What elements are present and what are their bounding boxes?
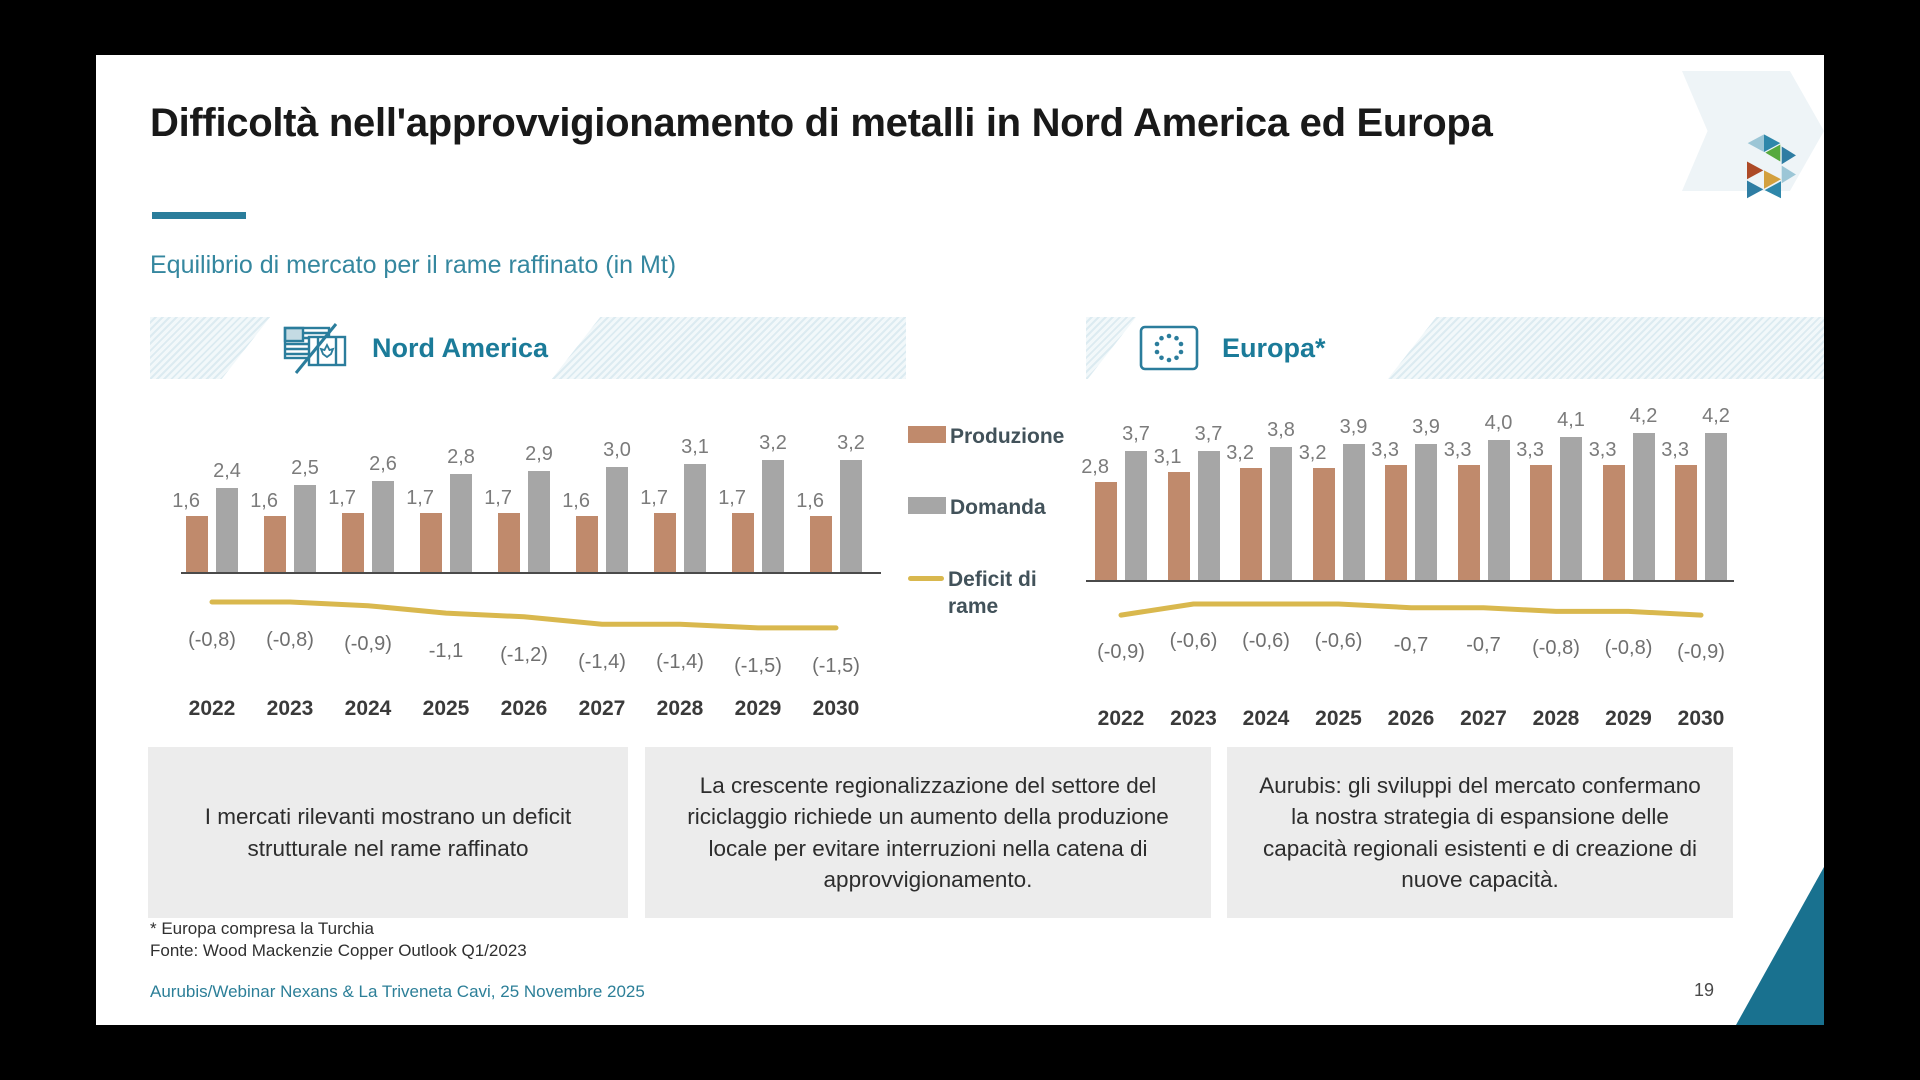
value-label-domanda: 4,0 (1484, 412, 1513, 434)
value-label-deficit: (-0,8) (1604, 637, 1653, 660)
bar-produzione (576, 516, 598, 572)
value-label-deficit: (-1,2) (500, 643, 548, 666)
chart-europa (1026, 385, 1824, 737)
year-label: 2029 (734, 697, 782, 720)
bar-produzione (1240, 468, 1262, 580)
bar-domanda (1415, 444, 1437, 581)
value-label-produzione: 1,6 (172, 490, 200, 512)
deficit-line-swatch (908, 576, 944, 581)
bar-produzione (1458, 465, 1480, 581)
value-label-domanda: 4,2 (1629, 405, 1658, 427)
callout-box-3 (1227, 747, 1733, 918)
value-label-deficit: (-0,6) (1169, 630, 1218, 652)
year-label: 2025 (422, 697, 470, 720)
value-label-produzione: 3,3 (1516, 438, 1544, 461)
corner-triangle-decoration (1736, 867, 1824, 1025)
bar-produzione (1603, 465, 1625, 581)
value-label-deficit: (-1,4) (656, 651, 704, 674)
year-label: 2029 (1605, 707, 1652, 730)
bar-produzione (1385, 465, 1407, 581)
eu-flag-icon (1138, 324, 1200, 372)
year-label: 2027 (578, 697, 626, 720)
value-label-produzione: 3,1 (1153, 445, 1182, 468)
bar-domanda (1343, 444, 1365, 581)
bar-produzione (1095, 482, 1117, 580)
aurubis-hexagon-logo (1730, 131, 1798, 207)
year-label: 2023 (266, 697, 314, 720)
value-label-domanda: 2,8 (447, 446, 475, 468)
region-label-nord-america: Nord America (372, 332, 549, 363)
value-label-domanda: 3,7 (1194, 422, 1223, 445)
value-label-produzione: 1,7 (406, 486, 434, 509)
bar-domanda (606, 467, 628, 572)
year-label: 2027 (1460, 707, 1507, 730)
value-label-domanda: 2,4 (213, 460, 241, 482)
legend-item-deficit (908, 566, 1058, 621)
domanda-swatch (908, 497, 946, 514)
chart-subtitle: Equilibrio di mercato per il rame raffinato (in Mt) (150, 251, 677, 279)
legend-label: Deficit di rame (948, 567, 1037, 618)
year-label: 2025 (1315, 707, 1362, 730)
value-label-domanda: 2,5 (291, 456, 319, 479)
year-label: 2023 (1170, 707, 1217, 730)
callout-box-1 (148, 747, 628, 918)
year-label: 2026 (1387, 707, 1435, 730)
value-label-deficit: (-1,4) (578, 651, 626, 674)
title-accent-bar (152, 212, 246, 219)
value-label-deficit: -1,1 (428, 640, 464, 663)
us-canada-flags-icon (282, 321, 350, 375)
year-label: 2024 (1242, 707, 1290, 730)
callout-box-2 (645, 747, 1211, 918)
region-band-europa (1086, 317, 1824, 379)
year-label: 2026 (500, 697, 548, 720)
footnote-source: Fonte: Wood Mackenzie Copper Outlook Q1/2023 (150, 941, 527, 960)
callout-text: Aurubis: gli sviluppi del mercato confermano la nostra strategia di espansione delle capacità regionali esistenti e di creazione di nuove capacità. (1259, 772, 1701, 892)
bar-produzione (498, 513, 520, 573)
bar-produzione (1168, 472, 1190, 581)
chart-nord-america (150, 385, 906, 737)
value-label-deficit: (-1,5) (812, 654, 860, 677)
value-label-deficit: (-1,5) (734, 654, 782, 677)
page-title: Difficoltà nell'approvvigionamento di metalli in Nord America ed Europa (150, 101, 1493, 145)
bar-domanda (762, 460, 784, 572)
bar-domanda (1198, 451, 1220, 581)
year-label: 2030 (812, 697, 860, 720)
value-label-domanda: 3,8 (1267, 419, 1295, 441)
value-label-produzione: 3,3 (1371, 438, 1399, 461)
legend-item-domanda (908, 494, 1058, 521)
value-label-domanda: 3,2 (759, 432, 787, 454)
value-label-deficit: (-0,8) (1532, 637, 1580, 660)
bar-domanda (684, 464, 706, 573)
value-label-deficit: (-0,6) (1314, 630, 1363, 652)
value-label-deficit: -0,7 (1393, 633, 1429, 656)
bar-produzione (654, 513, 676, 573)
value-label-deficit: (-0,8) (266, 629, 314, 651)
year-label: 2028 (1532, 707, 1580, 730)
value-label-domanda: 3,2 (837, 432, 865, 454)
year-label: 2022 (1097, 707, 1145, 730)
produzione-swatch (908, 426, 946, 443)
footer-credit: Aurubis/Webinar Nexans & La Triveneta Cavi, 25 Novembre 2025 (150, 982, 645, 1001)
legend-label: Domanda (950, 496, 1046, 520)
value-label-deficit: -0,7 (1466, 633, 1501, 656)
value-label-produzione: 1,7 (640, 486, 668, 509)
bar-produzione (1313, 468, 1335, 580)
value-label-produzione: 2,8 (1081, 456, 1109, 478)
page-number: 19 (1694, 980, 1715, 1000)
callout-text: I mercati rilevanti mostrano un deficit strutturale nel rame raffinato (204, 804, 572, 861)
legend-item-produzione (908, 423, 1065, 450)
x-axis (1086, 580, 1734, 582)
chart-legend (908, 423, 1065, 620)
value-label-domanda: 4,1 (1557, 408, 1585, 431)
value-label-domanda: 3,9 (1412, 415, 1440, 438)
value-label-domanda: 4,2 (1702, 405, 1730, 427)
value-label-produzione: 1,6 (250, 490, 278, 512)
bar-produzione (264, 516, 286, 572)
value-label-produzione: 1,7 (328, 486, 356, 509)
bar-produzione (342, 513, 364, 573)
year-label: 2024 (344, 697, 392, 720)
value-label-deficit: (-0,9) (1677, 641, 1725, 664)
value-label-deficit: (-0,6) (1242, 630, 1290, 652)
value-label-produzione: 1,7 (718, 486, 746, 509)
value-label-domanda: 3,1 (681, 435, 709, 458)
value-label-deficit: (-0,9) (1097, 641, 1145, 664)
bar-domanda (840, 460, 862, 572)
x-axis (181, 572, 881, 574)
bar-domanda (1270, 447, 1292, 580)
bar-produzione (732, 513, 754, 573)
value-label-domanda: 3,0 (603, 439, 631, 461)
value-label-produzione: 3,3 (1661, 438, 1689, 461)
value-label-produzione: 1,7 (484, 486, 512, 509)
year-label: 2022 (188, 697, 236, 720)
year-label: 2028 (656, 697, 704, 720)
value-label-produzione: 3,3 (1443, 438, 1472, 461)
value-label-domanda: 3,9 (1339, 415, 1368, 438)
bar-produzione (1530, 465, 1552, 581)
callout-text: La crescente regionalizzazione del settore del riciclaggio richiede un aumento della produzione locale per evitare interruzioni nella catena di approvvigionamento. (687, 772, 1169, 892)
bar-produzione (810, 516, 832, 572)
bar-produzione (420, 513, 442, 573)
value-label-produzione: 3,3 (1588, 438, 1617, 461)
bar-produzione (186, 516, 208, 572)
bar-domanda (528, 471, 550, 573)
legend-label: Produzione (950, 425, 1065, 448)
value-label-domanda: 2,6 (369, 453, 397, 475)
year-label: 2030 (1677, 707, 1725, 730)
value-label-domanda: 2,9 (525, 442, 553, 465)
bar-produzione (1675, 465, 1697, 581)
region-band-nord-america (150, 317, 906, 379)
slide (96, 55, 1824, 1025)
bar-domanda (1125, 451, 1147, 581)
bar-domanda (1705, 433, 1727, 580)
value-label-produzione: 1,6 (796, 490, 824, 512)
region-label-europa: Europa* (1222, 332, 1326, 363)
value-label-deficit: (-0,8) (188, 629, 236, 651)
value-label-produzione: 1,6 (562, 490, 590, 512)
value-label-deficit: (-0,9) (344, 632, 392, 655)
value-label-produzione: 3,2 (1226, 442, 1254, 464)
value-label-produzione: 3,2 (1298, 442, 1327, 464)
value-label-domanda: 3,7 (1122, 422, 1150, 445)
footnote-europa: * Europa compresa la Turchia (150, 919, 374, 938)
